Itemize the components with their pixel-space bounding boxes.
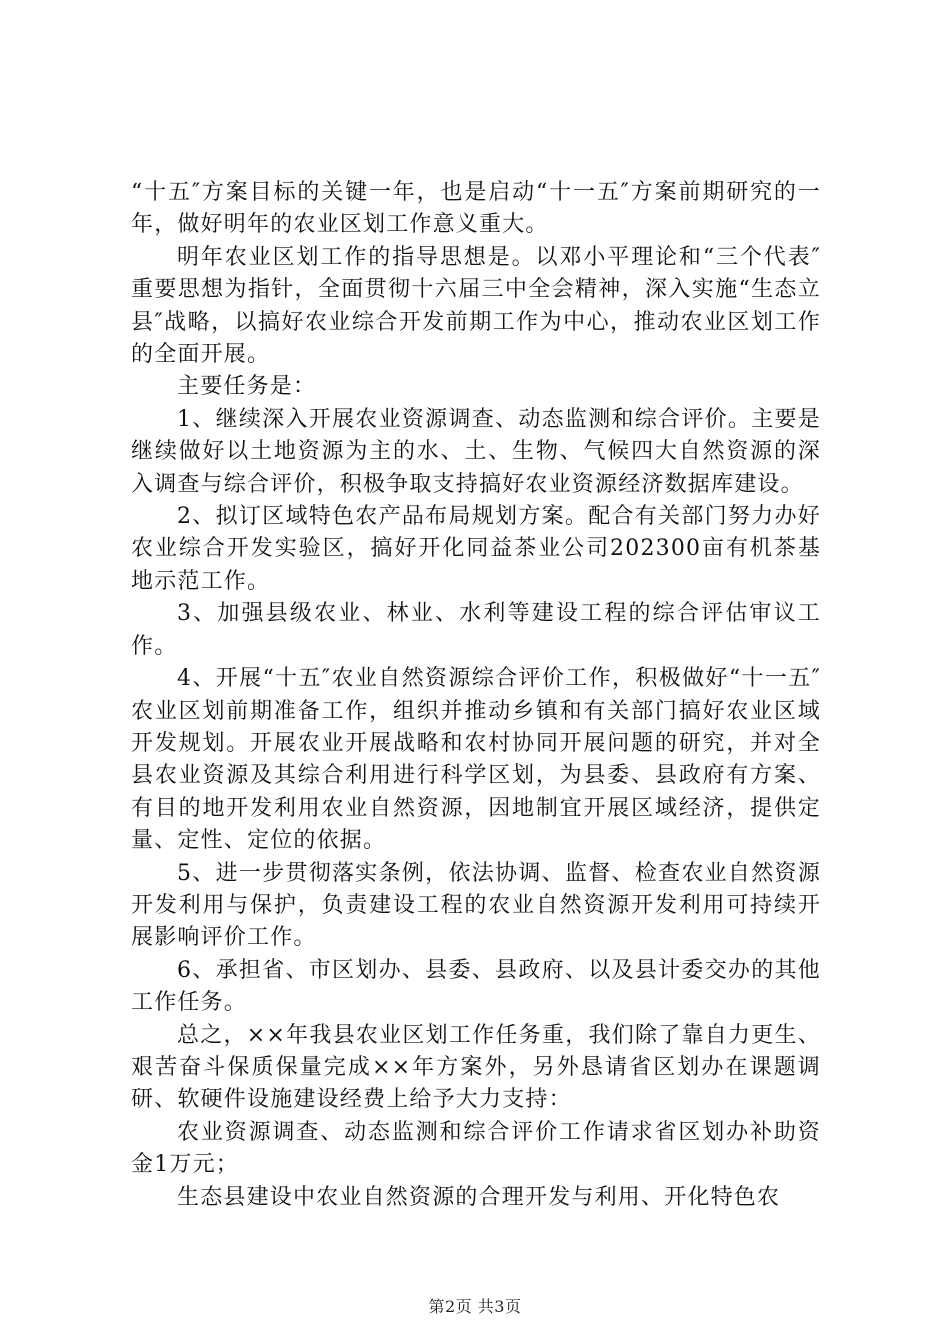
paragraph-task-6: 6、承担省、市区划办、县委、县政府、以及县计委交办的其他工作任务。 [131, 957, 821, 1016]
paragraph-funding-request-1: 农业资源调查、动态监测和综合评价工作请求省区划办补助资金1万元； [131, 1119, 821, 1178]
paragraph-main-tasks-heading: 主要任务是： [177, 374, 317, 400]
paragraph-funding-request-2: 生态县建设中农业自然资源的合理开发与利用、开化特色农 [177, 1184, 781, 1210]
paragraph-task-5: 5、进一步贯彻落实条例，依法协调、监督、检查农业自然资源开发利用与保护，负责建设工程的农业自然资源开发利用可持续开展影响评价工作。 [131, 860, 821, 951]
page-footer: 第2页 共3页 [428, 1297, 522, 1316]
paragraph-task-1: 1、继续深入开展农业资源调查、动态监测和综合评价。主要是继续做好以土地资源为主的水、土、生物、气候四大自然资源的深入调查与综合评价，积极争取支持搞好农业资源经济数据库建设。 [131, 406, 821, 497]
paragraph-task-4: 4、开展“十五″农业自然资源综合评价工作，积极做好“十一五″农业区划前期准备工作，组织并推动乡镇和有关部门搞好农业区域开发规划。开展农业开展战略和农村协同开展问题的研究，并对全县农业资源及其综合利用进行科学区划，为县委、县政府有方案、有目的地开发利用农业自然资源，因地制宜开展区域经济，提供定量、定性、定位的依据。 [131, 666, 821, 854]
paragraph-1: “十五″方案目标的关键一年，也是启动“十一五″方案前期研究的一年，做好明年的农业区划工作意义重大。 [131, 180, 821, 238]
paragraph-summary: 总之，××年我县农业区划工作任务重，我们除了靠自力更生、艰苦奋斗保质保量完成××年方案外，另外恳请省区划办在课题调研、软硬件设施建设经费上给予大力支持： [131, 1022, 821, 1113]
document-body [131, 177, 821, 1214]
paragraph-guiding-thought: 明年农业区划工作的指导思想是。以邓小平理论和“三个代表″重要思想为指针，全面贯彻十六届三中全会精神，深入实施“生态立县″战略，以搞好农业综合开发前期工作为中心，推动农业区划工作的全面开展。 [131, 244, 821, 368]
paragraph-task-2: 2、拟订区域特色农产品布局规划方案。配合有关部门努力办好农业综合开发实验区，搞好开化同益茶业公司202300亩有机茶基地示范工作。 [131, 504, 821, 594]
paragraph-task-3: 3、加强县级农业、林业、水利等建设工程的综合评估审议工作。 [131, 601, 821, 659]
